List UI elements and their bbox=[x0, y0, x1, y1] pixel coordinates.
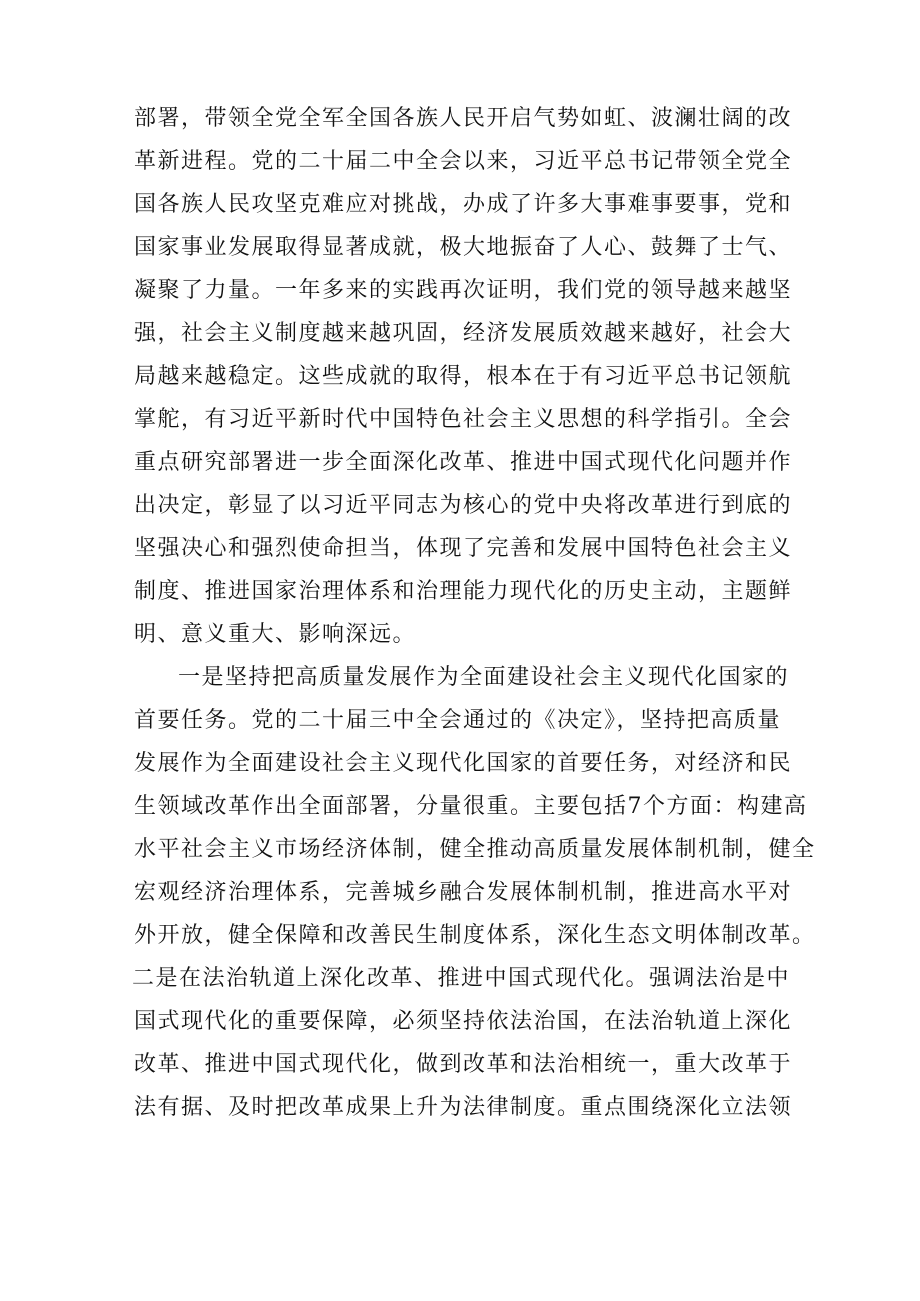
text-line: 二是在法治轨道上深化改革、推进中国式现代化。强调法治是中 bbox=[132, 966, 791, 991]
text-line: 生领域改革作出全面部署，分量很重。主要包括7个方面：构建高 bbox=[134, 794, 808, 819]
text-line: 局越来越稳定。这些成就的取得，根本在于有习近平总书记领航 bbox=[134, 364, 793, 389]
text-line: 宏观经济治理体系，完善城乡融合发展体制机制，推进高水平对 bbox=[134, 880, 793, 905]
text-line: 明、意义重大、影响深远。 bbox=[134, 622, 417, 647]
text-line: 改革、推进中国式现代化，做到改革和法治相统一，重大改革于 bbox=[134, 1052, 793, 1077]
text-line: 出决定，彰显了以习近平同志为核心的党中央将改革进行到底的 bbox=[134, 493, 793, 518]
text-line: 水平社会主义市场经济体制，健全推动高质量发展体制机制，健全 bbox=[134, 837, 816, 862]
text-line: 革新进程。党的二十届二中全会以来，习近平总书记带领全党全 bbox=[134, 149, 793, 174]
text-line: 凝聚了力量。一年多来的实践再次证明，我们党的领导越来越坚 bbox=[134, 278, 793, 303]
text-line: 法有据、及时把改革成果上升为法律制度。重点围绕深化立法领 bbox=[134, 1095, 793, 1120]
text-line: 首要任务。党的二十届三中全会通过的《决定》，坚持把高质量 bbox=[134, 708, 782, 733]
text-line: 重点研究部署进一步全面深化改革、推进中国式现代化问题并作 bbox=[134, 450, 793, 475]
text-line: 国式现代化的重要保障，必须坚持依法治国，在法治轨道上深化 bbox=[134, 1009, 793, 1034]
text-line-indented: 一是坚持把高质量发展作为全面建设社会主义现代化国家的 bbox=[178, 665, 790, 690]
text-line: 国家事业发展取得显著成就，极大地振奋了人心、鼓舞了士气、 bbox=[134, 235, 793, 260]
text-line: 部署，带领全党全军全国各族人民开启气势如虹、波澜壮阔的改 bbox=[134, 106, 793, 131]
text-line: 制度、推进国家治理体系和治理能力现代化的历史主动，主题鲜 bbox=[134, 579, 793, 604]
text-line: 外开放，健全保障和改善民生制度体系，深化生态文明体制改革。 bbox=[134, 923, 816, 948]
text-line: 坚强决心和强烈使命担当，体现了完善和发展中国特色社会主义 bbox=[134, 536, 793, 561]
text-line: 发展作为全面建设社会主义现代化国家的首要任务，对经济和民 bbox=[134, 751, 793, 776]
text-line: 强，社会主义制度越来越巩固，经济发展质效越来越好，社会大 bbox=[134, 321, 793, 346]
text-line: 国各族人民攻坚克难应对挑战，办成了许多大事难事要事，党和 bbox=[134, 192, 793, 217]
text-line: 掌舵，有习近平新时代中国特色社会主义思想的科学指引。全会 bbox=[134, 407, 793, 432]
